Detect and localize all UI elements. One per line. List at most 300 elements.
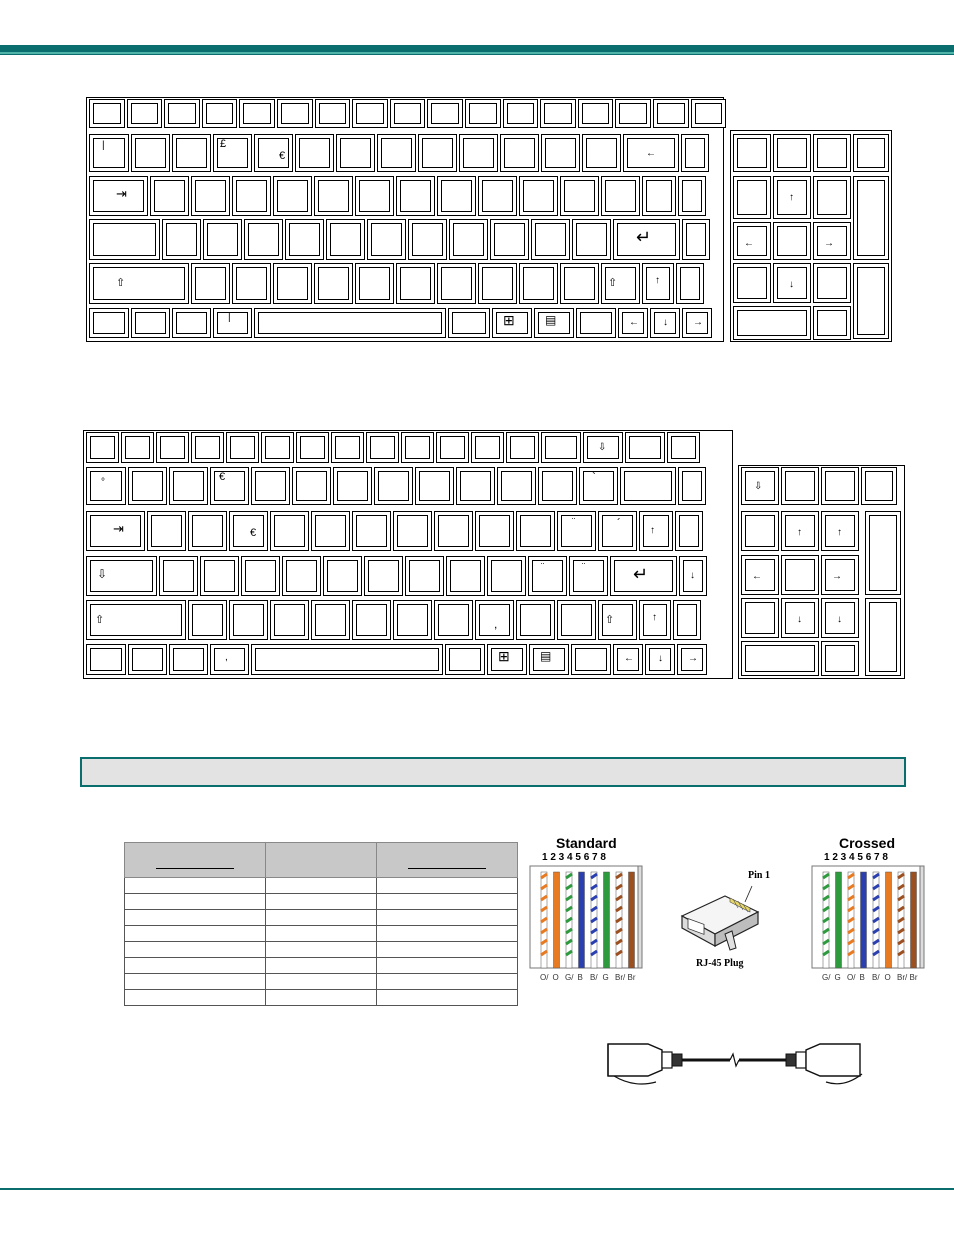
kb1-np-enter xyxy=(853,263,889,339)
kb2-row5-key-13-legend: ↑ xyxy=(652,612,657,623)
kb2-np-row2-key-1 xyxy=(741,511,779,551)
kb1-row4-key-2 xyxy=(162,219,201,260)
kb2-row2-key-2 xyxy=(128,467,167,505)
kb1-np-row1-key-2 xyxy=(773,134,811,172)
kb2-row2-key-10 xyxy=(456,467,495,505)
kb2-row5-key-4 xyxy=(270,600,309,640)
kb2-row5-key-1 xyxy=(86,600,186,640)
kb1-row2-key-4 xyxy=(213,134,252,172)
kb2-row5-key-8 xyxy=(434,600,473,640)
kb2-row6-key-7 xyxy=(487,644,527,675)
kb1-np-row5-key-2 xyxy=(813,306,851,340)
kb1-row6-key-8-legend: ▤ xyxy=(545,313,557,327)
kb1-row2-key-4-legend: £ xyxy=(220,138,227,150)
kb2-np-row1-key-3 xyxy=(821,467,859,505)
standard-wiring-diagram xyxy=(528,834,648,994)
kb1-np-row1-key-3 xyxy=(813,134,851,172)
table-cell xyxy=(377,990,518,1006)
kb2-np-row3-key-1-legend: ← xyxy=(752,571,762,582)
kb2-row1-key-12 xyxy=(471,432,504,463)
kb1-row1-key-1 xyxy=(89,99,125,128)
kb2-row4-key-14 xyxy=(679,556,707,596)
kb1-row3-key-8 xyxy=(396,176,435,216)
table-row xyxy=(125,974,518,990)
table-cell xyxy=(125,926,266,942)
kb2-np-row2-key-3 xyxy=(821,511,859,551)
kb1-row1-key-15 xyxy=(615,99,651,128)
kb1-row5-key-3 xyxy=(232,263,271,304)
kb1-row5-key-14 xyxy=(676,263,704,304)
kb1-np-row3-key-2 xyxy=(773,222,811,260)
kb2-row1-key-13 xyxy=(506,432,539,463)
kb1-np-plus xyxy=(853,176,889,260)
standard-wire-label-4: B xyxy=(577,973,583,982)
table-cell xyxy=(266,910,377,926)
kb2-row2-key-6 xyxy=(292,467,331,505)
table-cell xyxy=(266,974,377,990)
kb2-row1-key-5 xyxy=(226,432,259,463)
kb2-np-row1-key-1-legend: ⇩ xyxy=(754,481,763,492)
kb1-row2-key-10 xyxy=(459,134,498,172)
kb1-row5-key-2 xyxy=(191,263,230,304)
kb1-row1-key-3 xyxy=(164,99,200,128)
kb2-row2-key-3 xyxy=(169,467,208,505)
kb2-row1-key-3 xyxy=(156,432,189,463)
kb2-np-row4-key-3 xyxy=(821,598,859,638)
kb2-row5-key-6 xyxy=(352,600,391,640)
kb2-row4-key-12 xyxy=(569,556,608,596)
kb2-row4-key-11-legend: ¨ xyxy=(541,562,545,573)
kb2-row3-key-13 xyxy=(598,511,637,551)
kb1-row2-key-1 xyxy=(89,134,129,172)
kb2-row6-key-12 xyxy=(677,644,707,675)
kb1-row3-key-1 xyxy=(89,176,148,216)
kb2-row6-key-5 xyxy=(251,644,443,675)
table-cell xyxy=(266,990,377,1006)
kb2-row4-key-13-legend: ↵ xyxy=(633,564,649,584)
kb1-row3-key-4 xyxy=(232,176,271,216)
kb1-row1-key-5 xyxy=(239,99,275,128)
kb1-row6-key-6 xyxy=(448,308,490,338)
kb1-row2-key-11 xyxy=(500,134,539,172)
kb2-row2-key-1 xyxy=(86,467,126,505)
table-cell xyxy=(125,942,266,958)
table-row xyxy=(125,910,518,926)
crossed-wire-label-6: O xyxy=(884,973,891,982)
standard-wire-label-7: Br/ xyxy=(615,973,626,982)
kb1-row1-key-11 xyxy=(465,99,501,128)
table-row xyxy=(125,990,518,1006)
kb1-np-row2-key-2-legend: ↑ xyxy=(789,192,794,203)
pinout-table-body xyxy=(125,878,518,1006)
kb2-row3-key-4 xyxy=(229,511,268,551)
crossed-wire-2 xyxy=(836,872,842,968)
kb1-row3-key-9 xyxy=(437,176,476,216)
kb1-np-row3-key-1 xyxy=(733,222,771,260)
crossed-wiring-diagram xyxy=(810,834,930,994)
kb1-row2-key-13 xyxy=(582,134,621,172)
kb1-row4-key-8 xyxy=(408,219,447,260)
kb2-np-row1-key-1 xyxy=(741,467,779,505)
kb2-row6-key-2 xyxy=(128,644,167,675)
crossed-title: Crossed xyxy=(839,835,896,851)
standard-wire-6 xyxy=(604,872,610,968)
kb1-row1-key-4 xyxy=(202,99,238,128)
table-cell xyxy=(125,878,266,894)
kb1-row2-key-12 xyxy=(541,134,580,172)
kb1-row6-key-2 xyxy=(131,308,170,338)
kb2-row6-key-1 xyxy=(86,644,126,675)
kb2-row6-key-10-legend: ← xyxy=(624,653,634,664)
crossed-wire-label-8: Br xyxy=(909,973,918,982)
table-cell xyxy=(377,942,518,958)
crossed-wire-label-1: G/ xyxy=(822,973,831,982)
kb2-row2-key-13-legend: ` xyxy=(592,470,596,484)
kb2-row6-key-7-legend: ⊞ xyxy=(498,648,510,664)
kb2-row2-key-11 xyxy=(497,467,536,505)
kb1-row5-key-9 xyxy=(478,263,517,304)
kb2-row4-key-7 xyxy=(364,556,403,596)
kb2-row5-key-3 xyxy=(229,600,268,640)
kb1-row6-key-4-legend: | xyxy=(228,312,231,323)
kb2-np-plus xyxy=(865,511,901,595)
kb1-row1-key-17 xyxy=(691,99,727,128)
crossed-wire-label-5: B/ xyxy=(872,973,880,982)
crossed-wire-label-3: O/ xyxy=(847,973,856,982)
kb2-row6-key-10 xyxy=(613,644,643,675)
kb2-row5-key-2 xyxy=(188,600,227,640)
kb2-row4-key-1-legend: ⇩ xyxy=(97,567,108,581)
kb1-row6-key-4 xyxy=(213,308,252,338)
table-cell xyxy=(377,910,518,926)
kb2-row3-key-10 xyxy=(475,511,514,551)
standard-wire-2 xyxy=(554,872,560,968)
kb2-row2-key-1-legend: ° xyxy=(101,477,105,488)
kb2-row5-key-7 xyxy=(393,600,432,640)
kb2-np-row3-key-1 xyxy=(741,555,779,595)
table-cell xyxy=(266,942,377,958)
kb2-row1-key-16 xyxy=(625,432,665,463)
kb1-row4-key-11 xyxy=(531,219,570,260)
kb1-row4-key-7 xyxy=(367,219,406,260)
kb2-np-row2-key-2-legend: ↑ xyxy=(797,527,802,538)
kb1-row3-key-11 xyxy=(519,176,558,216)
kb2-row3-key-7 xyxy=(352,511,391,551)
kb2-row2-key-4-legend: € xyxy=(219,471,226,483)
kb1-row4-key-4 xyxy=(244,219,283,260)
kb1-row5-key-1 xyxy=(89,263,189,304)
patch-cable-illustration xyxy=(604,1036,872,1088)
kb2-row2-key-14 xyxy=(620,467,676,505)
crossed-wire-label-4: B xyxy=(859,973,865,982)
kb2-row5-key-9-legend: , xyxy=(494,617,498,631)
kb1-row1-key-12 xyxy=(503,99,539,128)
crossed-wire-label-7: Br/ xyxy=(897,973,908,982)
kb1-row3-key-6 xyxy=(314,176,353,216)
standard-wire-label-3: G/ xyxy=(565,973,574,982)
section-heading-bar xyxy=(80,757,906,787)
kb1-row4-key-3 xyxy=(203,219,242,260)
kb1-np-row4-key-3 xyxy=(813,263,851,303)
crossed-wire-4 xyxy=(861,872,867,968)
kb1-row6-key-10-legend: ← xyxy=(629,317,639,328)
table-cell xyxy=(377,958,518,974)
kb2-row3-key-8 xyxy=(393,511,432,551)
crossed-wire-graphic xyxy=(810,864,930,996)
table-cell xyxy=(377,878,518,894)
kb2-row2-key-13 xyxy=(579,467,618,505)
kb2-row3-key-13-legend: ´ xyxy=(617,516,621,530)
kb2-row3-key-15 xyxy=(675,511,703,551)
kb1-np-row1-key-1 xyxy=(733,134,771,172)
kb2-row5-key-11 xyxy=(557,600,596,640)
kb1-row1-key-2 xyxy=(127,99,163,128)
table-row xyxy=(125,942,518,958)
table-cell xyxy=(125,958,266,974)
standard-pin-numbers: 1 2 3 4 5 6 7 8 xyxy=(542,852,606,863)
table-cell xyxy=(266,926,377,942)
kb2-row1-key-17 xyxy=(667,432,700,463)
table-cell xyxy=(377,926,518,942)
kb1-row1-key-9 xyxy=(390,99,426,128)
kb2-row2-key-4 xyxy=(210,467,249,505)
kb2-np-row4-key-3-legend: ↓ xyxy=(837,614,842,625)
kb1-row6-key-11 xyxy=(650,308,680,338)
kb2-row6-key-4 xyxy=(210,644,249,675)
standard-wire-label-1: O/ xyxy=(540,973,549,982)
kb1-row5-key-11 xyxy=(560,263,599,304)
kb1-row6-key-3 xyxy=(172,308,211,338)
kb1-np-row4-key-1 xyxy=(733,263,771,303)
kb2-row6-key-11 xyxy=(645,644,675,675)
kb1-row1-key-13 xyxy=(540,99,576,128)
table-row xyxy=(125,894,518,910)
kb2-row2-key-5 xyxy=(251,467,290,505)
crossed-wire-label-2: G xyxy=(834,973,841,982)
table-row xyxy=(125,878,518,894)
crossed-wire-8 xyxy=(911,872,917,968)
kb2-row3-key-9 xyxy=(434,511,473,551)
kb1-row2-key-15 xyxy=(681,134,709,172)
kb1-row4-key-9 xyxy=(449,219,488,260)
kb1-row5-key-8 xyxy=(437,263,476,304)
kb2-row6-key-8 xyxy=(529,644,569,675)
kb1-row1-key-7 xyxy=(315,99,351,128)
kb2-row1-key-7 xyxy=(296,432,329,463)
kb2-row4-key-14-legend: ↓ xyxy=(690,570,695,581)
kb1-row6-key-1 xyxy=(89,308,129,338)
kb2-np-row2-key-3-legend: ↑ xyxy=(837,527,842,538)
kb2-row3-key-1-legend: ⇥ xyxy=(113,521,124,536)
kb1-row4-key-14 xyxy=(682,219,710,260)
kb1-row2-key-14-legend: ← xyxy=(646,148,656,159)
kb2-row1-key-6 xyxy=(261,432,294,463)
kb2-row6-key-11-legend: ↓ xyxy=(658,653,663,664)
kb1-np-row1-key-4 xyxy=(853,134,889,172)
kb2-np-row5-key-2 xyxy=(821,641,859,676)
kb2-np-row3-key-2 xyxy=(781,555,819,595)
kb2-row5-key-12 xyxy=(598,600,637,640)
kb2-row6-key-6 xyxy=(445,644,485,675)
table-cell xyxy=(125,974,266,990)
kb2-row4-key-2 xyxy=(159,556,198,596)
header-band-highlight xyxy=(0,52,954,54)
table-cell xyxy=(266,958,377,974)
kb2-row1-key-15-legend: ⇩ xyxy=(598,442,607,453)
kb2-row4-key-13 xyxy=(610,556,677,596)
kb1-row6-key-5 xyxy=(254,308,446,338)
pinout-table xyxy=(124,842,518,1006)
crossed-connector-side xyxy=(920,866,924,968)
kb2-np-row1-key-2 xyxy=(781,467,819,505)
kb1-row6-key-9 xyxy=(576,308,616,338)
standard-title: Standard xyxy=(556,835,617,851)
standard-wire-label-6: G xyxy=(602,973,609,982)
kb1-row6-key-8 xyxy=(534,308,574,338)
kb2-row5-key-9 xyxy=(475,600,514,640)
kb2-row3-key-2 xyxy=(147,511,186,551)
kb2-row4-key-12-legend: ¨ xyxy=(582,562,586,573)
kb2-row2-key-12 xyxy=(538,467,577,505)
table-cell xyxy=(377,974,518,990)
table-row xyxy=(125,926,518,942)
rj45-plug-icon xyxy=(670,876,780,951)
kb2-row4-key-1 xyxy=(86,556,157,596)
kb1-row5-key-4 xyxy=(273,263,312,304)
standard-wire-4 xyxy=(579,872,585,968)
kb2-row6-key-12-legend: → xyxy=(688,653,698,664)
rj45-plug-caption: RJ-45 Plug xyxy=(696,958,744,969)
kb1-row2-key-5 xyxy=(254,134,293,172)
kb2-row1-key-14 xyxy=(541,432,581,463)
kb2-row3-key-14-legend: ↑ xyxy=(650,525,655,536)
kb1-row3-key-13 xyxy=(601,176,640,216)
pinout-header-3 xyxy=(377,843,518,878)
kb2-row3-key-6 xyxy=(311,511,350,551)
kb2-row5-key-10 xyxy=(516,600,555,640)
kb1-row5-key-10 xyxy=(519,263,558,304)
kb1-row3-key-12 xyxy=(560,176,599,216)
pinout-header-2 xyxy=(266,843,377,878)
kb2-row5-key-12-legend: ⇧ xyxy=(605,614,615,626)
kb2-row1-key-11 xyxy=(436,432,469,463)
standard-wire-graphic xyxy=(528,864,648,996)
table-cell xyxy=(266,894,377,910)
kb1-row5-key-12-legend: ⇧ xyxy=(608,277,618,289)
kb1-row1-key-8 xyxy=(352,99,388,128)
kb2-row3-key-14 xyxy=(639,511,673,551)
kb2-row6-key-9 xyxy=(571,644,611,675)
rj45-plug-illustration xyxy=(670,862,780,977)
kb1-row6-key-10 xyxy=(618,308,648,338)
kb1-row3-key-10 xyxy=(478,176,517,216)
kb1-row2-key-9 xyxy=(418,134,457,172)
kb2-np-row2-key-2 xyxy=(781,511,819,551)
kb1-row4-key-1 xyxy=(89,219,160,260)
kb1-row6-key-7 xyxy=(492,308,532,338)
kb1-row2-key-5-legend: € xyxy=(279,150,286,162)
kb2-row4-key-3 xyxy=(200,556,239,596)
kb1-row2-key-14 xyxy=(623,134,679,172)
kb1-row2-key-8 xyxy=(377,134,416,172)
kb2-row4-key-5 xyxy=(282,556,321,596)
kb1-np-row5-key-1 xyxy=(733,306,811,340)
kb2-np-enter xyxy=(865,598,901,676)
kb2-row2-key-9 xyxy=(415,467,454,505)
kb1-np-row3-key-3 xyxy=(813,222,851,260)
kb1-row4-key-6 xyxy=(326,219,365,260)
kb1-row3-key-3 xyxy=(191,176,230,216)
kb2-np-row4-key-2-legend: ↓ xyxy=(797,614,802,625)
kb2-row3-key-5 xyxy=(270,511,309,551)
table-cell xyxy=(266,878,377,894)
pin1-label: Pin 1 xyxy=(748,870,770,881)
kb2-row3-key-1 xyxy=(86,511,145,551)
kb1-np-row4-key-2-legend: ↓ xyxy=(789,279,794,290)
kb2-row3-key-12 xyxy=(557,511,596,551)
kb2-np-row4-key-2 xyxy=(781,598,819,638)
kb1-row5-key-12 xyxy=(601,263,640,304)
kb1-row2-key-3 xyxy=(172,134,211,172)
kb2-row5-key-1-legend: ⇧ xyxy=(95,614,105,626)
kb2-row4-key-8 xyxy=(405,556,444,596)
kb1-row5-key-1-legend: ⇧ xyxy=(116,277,126,289)
kb2-np-row1-key-4 xyxy=(861,467,897,505)
kb2-row6-key-3 xyxy=(169,644,208,675)
kb2-row3-key-12-legend: ¨ xyxy=(572,517,576,528)
kb1-row5-key-13-legend: ↑ xyxy=(655,275,660,286)
kb1-row3-key-5 xyxy=(273,176,312,216)
kb2-row1-key-9 xyxy=(366,432,399,463)
kb1-row1-key-14 xyxy=(578,99,614,128)
kb1-row3-key-1-legend: ⇥ xyxy=(116,186,127,201)
standard-wire-label-8: Br xyxy=(627,973,636,982)
kb1-row3-key-14 xyxy=(642,176,676,216)
kb1-row5-key-5 xyxy=(314,263,353,304)
kb1-row4-key-12 xyxy=(572,219,611,260)
kb2-row5-key-14 xyxy=(673,600,701,640)
kb2-row4-key-10 xyxy=(487,556,526,596)
table-cell xyxy=(377,894,518,910)
kb1-row5-key-6 xyxy=(355,263,394,304)
kb2-row2-key-15 xyxy=(678,467,706,505)
kb2-np-row5-key-1 xyxy=(741,641,819,676)
kb2-row4-key-9 xyxy=(446,556,485,596)
kb1-np-row2-key-1 xyxy=(733,176,771,219)
kb2-row4-key-4 xyxy=(241,556,280,596)
kb2-row6-key-8-legend: ▤ xyxy=(540,649,552,663)
kb1-np-row2-key-2 xyxy=(773,176,811,219)
table-cell xyxy=(125,990,266,1006)
kb1-row4-key-13 xyxy=(613,219,680,260)
kb1-np-row2-key-3 xyxy=(813,176,851,219)
standard-wire-label-2: O xyxy=(552,973,559,982)
kb2-row1-key-1 xyxy=(86,432,119,463)
kb2-row1-key-10 xyxy=(401,432,434,463)
kb1-row6-key-11-legend: ↓ xyxy=(663,317,668,328)
footer-rule xyxy=(0,1188,954,1190)
standard-wire-label-5: B/ xyxy=(590,973,598,982)
kb2-row5-key-13 xyxy=(639,600,671,640)
kb1-row4-key-10 xyxy=(490,219,529,260)
kb2-row1-key-2 xyxy=(121,432,154,463)
kb1-row3-key-7 xyxy=(355,176,394,216)
table-cell xyxy=(125,910,266,926)
standard-connector-side xyxy=(638,866,642,968)
kb1-row2-key-7 xyxy=(336,134,375,172)
kb1-row2-key-2 xyxy=(131,134,170,172)
kb2-row1-key-4 xyxy=(191,432,224,463)
